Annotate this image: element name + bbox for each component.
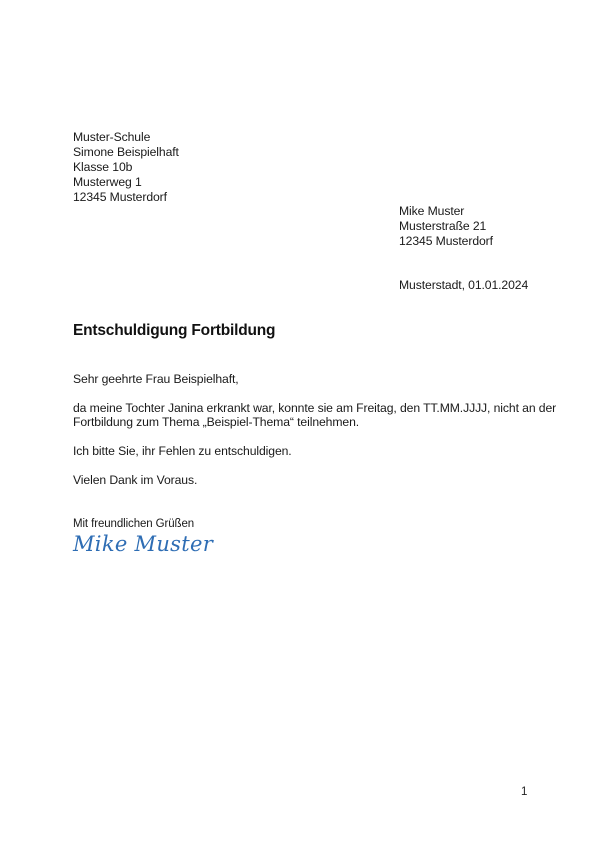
recipient-address-block bbox=[399, 204, 493, 249]
letter-subject: Entschuldigung Fortbildung bbox=[73, 322, 276, 339]
recipient-line: 12345 Musterdorf bbox=[399, 234, 493, 248]
salutation: Sehr geehrte Frau Beispielhaft, bbox=[73, 372, 239, 386]
body-paragraph: Vielen Dank im Voraus. bbox=[73, 473, 198, 487]
body-paragraph-line: da meine Tochter Janina erkrankt war, konnte sie am Freitag, den TT.MM.JJJJ, nicht an der bbox=[73, 401, 557, 415]
closing-phrase: Mit freundlichen Grüßen bbox=[73, 518, 195, 530]
sender-line: 12345 Musterdorf bbox=[73, 190, 167, 204]
page-number: 1 bbox=[521, 786, 528, 798]
sender-line: Musterweg 1 bbox=[73, 175, 142, 189]
sender-line: Simone Beispielhaft bbox=[73, 145, 179, 159]
handwritten-signature: Mike Muster bbox=[73, 532, 214, 556]
recipient-line: Musterstraße 21 bbox=[399, 219, 487, 233]
sender-address-block bbox=[73, 130, 179, 205]
body-paragraph-line: Fortbildung zum Thema „Beispiel-Thema“ teilnehmen. bbox=[73, 415, 360, 429]
sender-line: Muster-Schule bbox=[73, 130, 151, 144]
recipient-line: Mike Muster bbox=[399, 204, 465, 218]
body-paragraph: Ich bitte Sie, ihr Fehlen zu entschuldigen. bbox=[73, 444, 292, 458]
place-date-line: Musterstadt, 01.01.2024 bbox=[399, 278, 529, 292]
sender-line: Klasse 10b bbox=[73, 160, 133, 174]
